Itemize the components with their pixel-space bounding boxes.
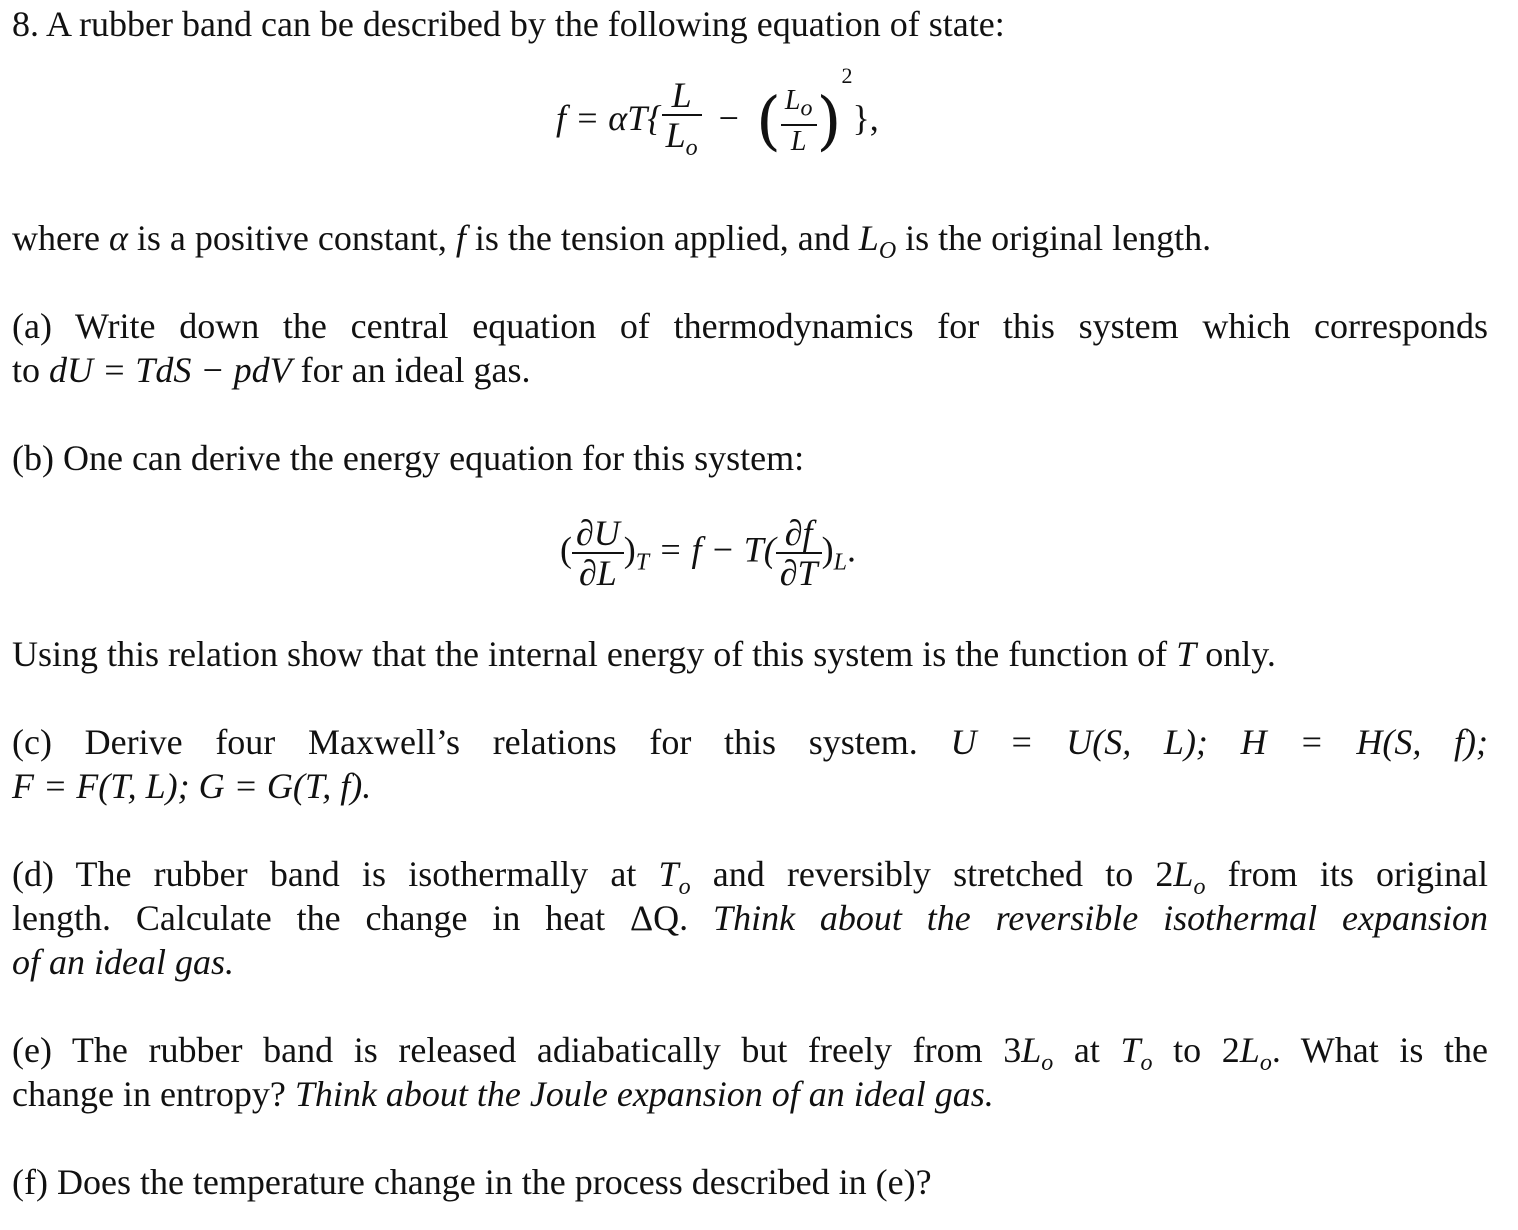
part-b-line-2 [12, 632, 1276, 676]
part-a-line-1: (a) Write down the central equation of thermodynamics for this system which corresponds [12, 306, 1488, 346]
energy-eq-frac-2-num: ∂f [776, 514, 822, 554]
energy-eq-end: . [846, 529, 856, 570]
eos-frac-2-numerator [781, 85, 817, 127]
part-d-text-a: (d) The rubber band is isothermally at [12, 854, 659, 894]
eos-frac-1-denominator [662, 116, 702, 167]
part-b-line-2-pre: Using this relation show that the internal energy of this system is the function of [12, 634, 1177, 674]
eos-frac-2 [781, 85, 817, 159]
where-text-4: is the original length. [896, 218, 1212, 258]
part-d-line-3: of an ideal gas. [12, 942, 234, 982]
energy-eq-frac-2-den: ∂T [779, 553, 818, 593]
where-f: f [455, 218, 466, 258]
part-e-T-sub: o [1140, 1050, 1153, 1077]
eos-frac-2-num-L: L [784, 84, 801, 116]
eos-paren-open: ( [755, 84, 781, 159]
part-b-T: T [1176, 634, 1197, 674]
part-e-line-2 [12, 1072, 994, 1116]
part-d-T-sub: o [678, 874, 691, 901]
part-a-central-equation: dU = TdS − pdV [49, 350, 292, 390]
energy-eq-open-1: ( [560, 529, 572, 570]
part-c-state-functions-1: U = U(S, L); H = H(S, f); [950, 722, 1489, 762]
eos-frac-2-num-sub: o [800, 95, 813, 122]
eos-rhs: }, [852, 97, 879, 138]
part-e-line-2-text: change in entropy? [12, 1074, 286, 1114]
part-e-line-2-hint: Think about the Joule expansion of an ideal gas. [285, 1074, 994, 1114]
eos-paren-close: ) [816, 84, 842, 159]
part-d-L: L [1173, 854, 1194, 894]
part-e-text-c: to 2 [1152, 1030, 1240, 1070]
eos-frac-2-denominator: L [790, 126, 807, 158]
eos-frac-1-den-L: L [665, 115, 686, 155]
energy-eq-close-1: ) [623, 529, 636, 570]
part-a-line-2-pre: to [12, 350, 50, 390]
part-c-line-1 [12, 720, 1488, 764]
eos-lhs: f = αT{ [556, 97, 662, 138]
part-e-text-b: at [1053, 1030, 1121, 1070]
part-d-line-2-hint: Think about the reversible isothermal expansion [688, 898, 1488, 938]
part-b-line-2-post: only. [1196, 634, 1276, 674]
energy-eq-frac-1-den: ∂L [578, 553, 617, 593]
part-e-L2-sub: o [1259, 1050, 1272, 1077]
energy-eq-frac-2 [776, 514, 822, 592]
where-L-sub: O [878, 238, 897, 265]
energy-eq-sub-L: L [833, 549, 847, 576]
energy-equation [560, 514, 856, 592]
energy-eq-sub-T: T [635, 549, 650, 576]
eos-frac-1-den-sub: o [685, 135, 698, 162]
part-f-line-1: (f) Does the temperature change in the process described in (e)? [12, 1162, 932, 1202]
energy-eq-close-2: ) [821, 529, 834, 570]
eos-exponent: 2 [841, 62, 853, 88]
part-d-L-sub: o [1193, 874, 1206, 901]
where-alpha: α [108, 218, 128, 258]
part-d-line-2 [12, 896, 1488, 940]
part-d-text-c: from its original [1205, 854, 1488, 894]
part-a-line-2-post: for an ideal gas. [291, 350, 531, 390]
where-line [12, 216, 1211, 273]
energy-eq-middle: = f − T( [649, 529, 776, 570]
eos-frac-1 [662, 76, 702, 167]
part-e-L2: L [1239, 1030, 1260, 1070]
part-d-T: T [658, 854, 679, 894]
part-e-L-sub: o [1041, 1050, 1054, 1077]
part-a-line-2 [12, 348, 531, 392]
part-d-text-b: and reversibly stretched to 2 [690, 854, 1174, 894]
part-c-text: (c) Derive four Maxwell’s relations for this system. [12, 722, 918, 762]
where-text-2: is a positive constant, [127, 218, 456, 258]
part-e-L: L [1021, 1030, 1042, 1070]
part-b-line-1: (b) One can derive the energy equation for this system: [12, 438, 805, 478]
energy-eq-frac-1-num: ∂U [572, 514, 624, 554]
equation-of-state [556, 62, 879, 167]
where-L: L [858, 218, 879, 258]
part-c-line-2 [12, 764, 371, 808]
energy-eq-frac-1 [572, 514, 624, 592]
where-text-1: where [12, 218, 109, 258]
part-d-line-2-text: length. Calculate the change in heat ΔQ. [12, 898, 689, 938]
part-e-T: T [1120, 1030, 1141, 1070]
part-e-text-a: (e) The rubber band is released adiabatically but freely from 3 [12, 1030, 1022, 1070]
eos-frac-1-numerator: L [662, 76, 702, 116]
part-c-state-functions-2: F = F(T, L); G = G(T, f). [12, 766, 372, 806]
problem-intro: 8. A rubber band can be described by the following equation of state: [12, 4, 1005, 44]
where-text-3: is the tension applied, and [465, 218, 859, 258]
part-e-text-d: . What is the [1271, 1030, 1488, 1070]
eos-minus: − [718, 97, 739, 138]
